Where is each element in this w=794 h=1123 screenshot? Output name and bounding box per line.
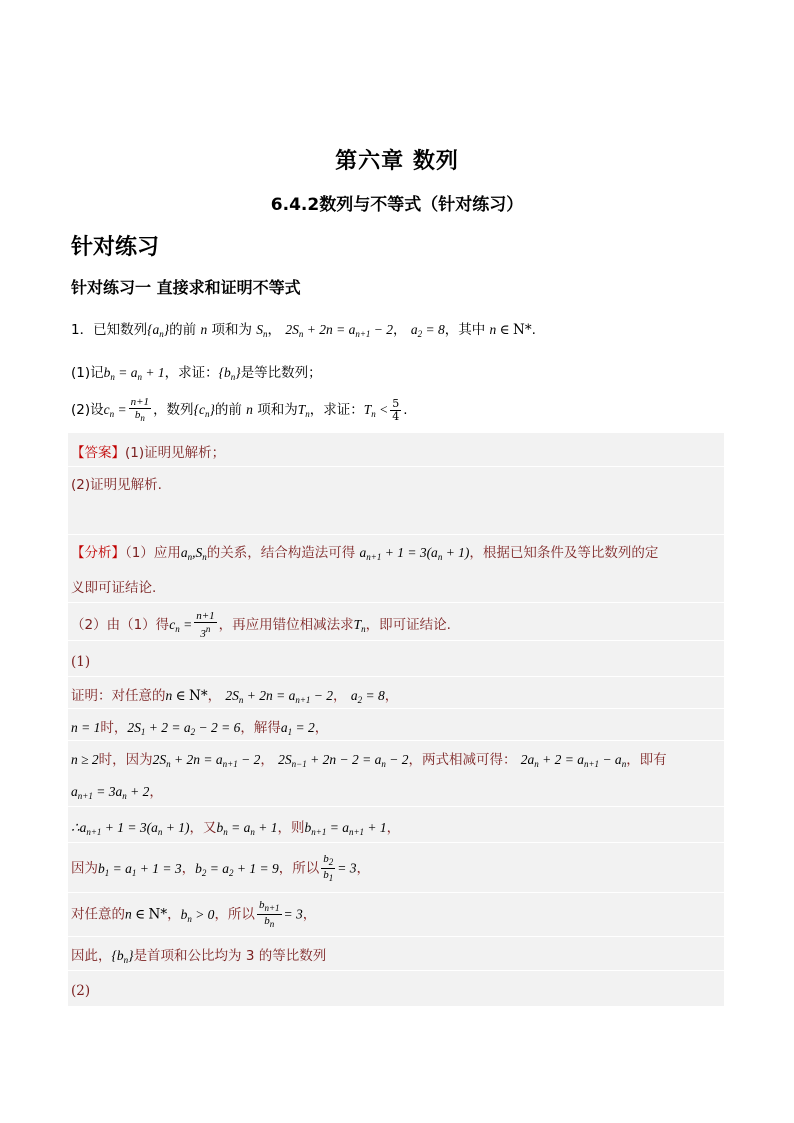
solution-line-1: 证明：对任意的n ∈ N*， $2S_n + 2n = a_{n+1} - 2$， $a_2 = 8$，: [71, 688, 399, 705]
analysis-line-2: 义即可证结论.: [71, 580, 157, 596]
solution-line-3: n ≥ 2时，因为$2S_n + 2n = a_{n+1} - 2$， $2S_{n-1} + 2n - 2 = a_n - 2$，两式相减可得： $2a_n + 2 = a_{n+1} - a_n$，即有: [71, 752, 667, 769]
solution-line-5: $\therefore a_{n+1} + 1 = 3(a_n + 1)$，又$b_n = a_n + 1$，则$b_{n+1} = a_{n+1} + 1$，: [71, 820, 401, 837]
section-title: 6.4.2数列与不等式（针对练习）: [270, 195, 524, 215]
practice-heading: 针对练习: [71, 235, 160, 260]
solution-part-2: (2): [71, 983, 91, 999]
chapter-title: 第六章 数列: [335, 149, 459, 174]
solution-line-2: n = 1时，$2S_1 + 2 = a_2 - 2 = 6$，解得$a_1 = 2$，: [71, 720, 329, 737]
solution-line-7: 对任意的n ∈ N*，$b_n > 0$，所以 $\frac{b_{n+1}}{b_n}$ = 3，: [71, 899, 317, 929]
answer-line-1: 【答案】(1)证明见解析；: [71, 445, 226, 461]
analysis-line-1: 【分析】（1）应用$a_n,S_n$的关系，结合构造法可得 $a_{n+1} + 1 = 3(a_n + 1)$，根据已知条件及等比数列的定: [71, 545, 659, 562]
answer-line-2: (2)证明见解析.: [71, 477, 162, 493]
practice-one-heading: 针对练习一 直接求和证明不等式: [71, 278, 301, 297]
analysis-line-3: （2）由（1）得$c_n$ = $\frac{n+1}{3^n}$ ，再应用错位相减法求$T_n$，即可证结论.: [71, 610, 451, 640]
solution-line-8: 因此，$\{b_n\}$是首项和公比均为 3 的等比数列: [71, 948, 327, 965]
problem-line-2: (1)记$b_n = a_n + 1$，求证：$\{b_n\}$是等比数列；: [71, 365, 322, 382]
problem-line-1: 1．已知数列$\{a_n\}$的前 n 项和为 $S_n$， $2S_n + 2n = a_{n+1} - 2$， $a_2 = 8$，其中 n ∈ N*.: [71, 322, 536, 339]
problem-line-3: (2)设$c_n$ = $\frac{n+1}{b_n}$ ，数列$\{c_n\}$的前 n 项和为$T_n$，求证：$T_n$ < $\frac{5}{4}$ .: [71, 396, 408, 423]
solution-part-1: (1): [71, 654, 91, 670]
solution-line-4: $a_{n+1} = 3a_n + 2$，: [71, 784, 163, 801]
solution-line-6: 因为$b_1 = a_1 + 1 = 3$，$b_2 = a_2 + 1 = 9$，所以 $\frac{b_2}{b_1}$ = 3，: [71, 853, 370, 883]
